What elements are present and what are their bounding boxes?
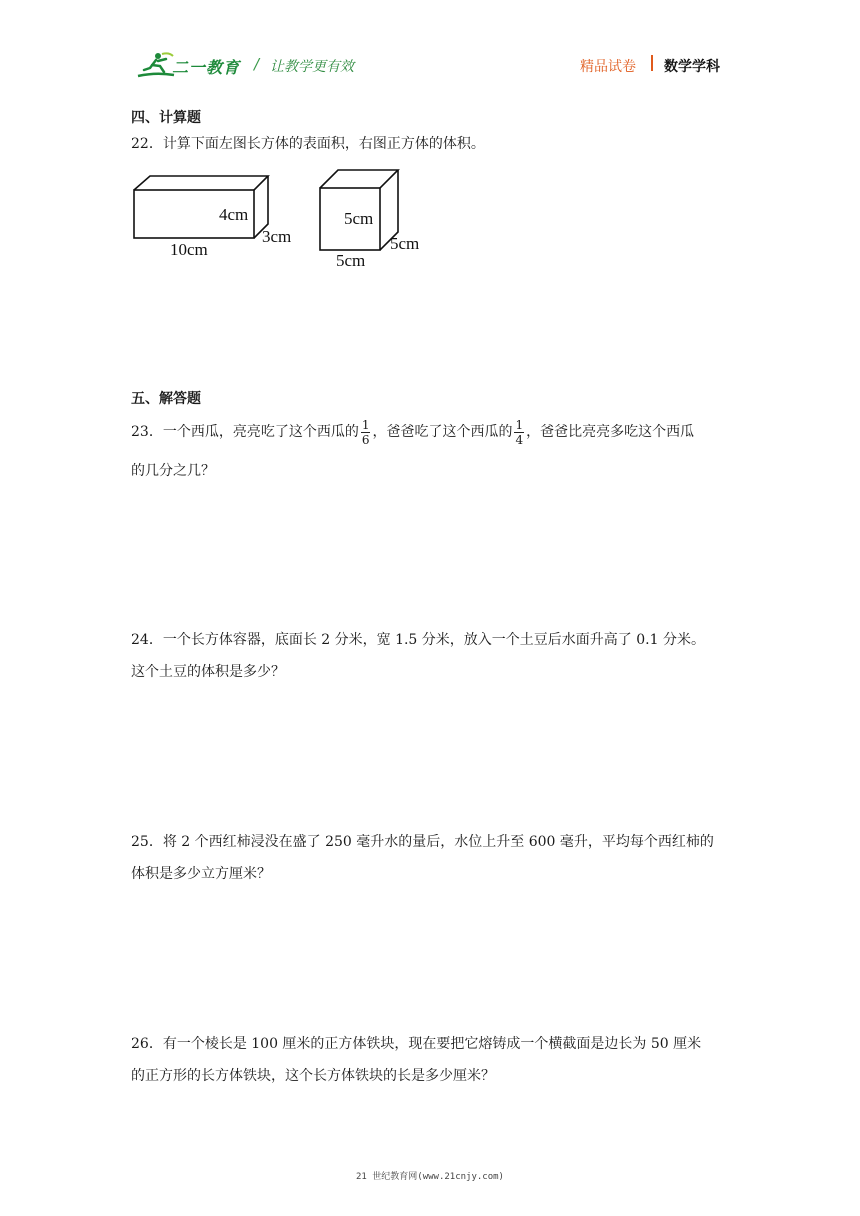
fraction-1-denominator: 6 [361,432,370,447]
cuboid-height-label: 4cm [219,205,249,224]
question-23-line-2: 的几分之几？ [131,463,215,479]
cuboid-figure [128,168,303,262]
header-label: 精品试卷 [580,59,636,75]
header-divider [651,55,653,71]
cube-side-label: 5cm [390,234,420,253]
cuboid-length-label: 10cm [170,240,208,259]
header-separator: / [254,55,260,73]
section-title-word-problems: 五、解答题 [131,391,201,407]
header-subject: 数学学科 [664,59,720,75]
brand-name: 二一教育 [172,58,241,77]
fraction-1-numerator: 1 [361,417,370,432]
question-23-part-3: ，爸爸比亮亮多吃这个西瓜 [526,424,695,440]
fraction-2-denominator: 4 [515,432,524,447]
question-23-part-2: ，爸爸吃了这个西瓜的 [372,424,513,440]
cuboid-width-label: 3cm [262,227,292,246]
brand-slogan: 让教学更有效 [270,59,354,75]
question-24-line-1: 24．一个长方体容器，底面长 2 分米，宽 1.5 分米，放入一个土豆后水面升高了 0.1 分米。 [131,632,705,648]
question-25-line-2: 体积是多少立方厘米？ [131,866,271,882]
question-22-text: 22．计算下面左图长方体的表面积，右图正方体的体积。 [131,136,485,152]
cube-front-label: 5cm [344,209,374,228]
question-26-line-1: 26．有一个棱长是 100 厘米的正方体铁块，现在要把它熔铸成一个横截面是边长为 50 厘米 [131,1036,702,1052]
cube-figure [312,162,432,272]
fraction-2-numerator: 1 [515,417,524,432]
page-footer: 21 世纪教育网(www.21cnjy.com) [356,1172,504,1182]
cube-bottom-label: 5cm [336,251,366,270]
question-23-part-1: 23．一个西瓜，亮亮吃了这个西瓜的 [131,424,359,440]
fraction-one-quarter [514,418,524,447]
question-23-line-1 [131,412,694,452]
fraction-one-sixth [361,418,371,447]
section-title-calculation: 四、计算题 [131,110,201,126]
question-25-line-1: 25．将 2 个西红柿浸没在盛了 250 毫升水的量后，水位上升至 600 毫升，平均每个西红柿的 [131,834,714,850]
question-24-line-2: 这个土豆的体积是多少？ [131,664,285,680]
question-26-line-2: 的正方形的长方体铁块，这个长方体铁块的长是多少厘米？ [131,1068,495,1084]
